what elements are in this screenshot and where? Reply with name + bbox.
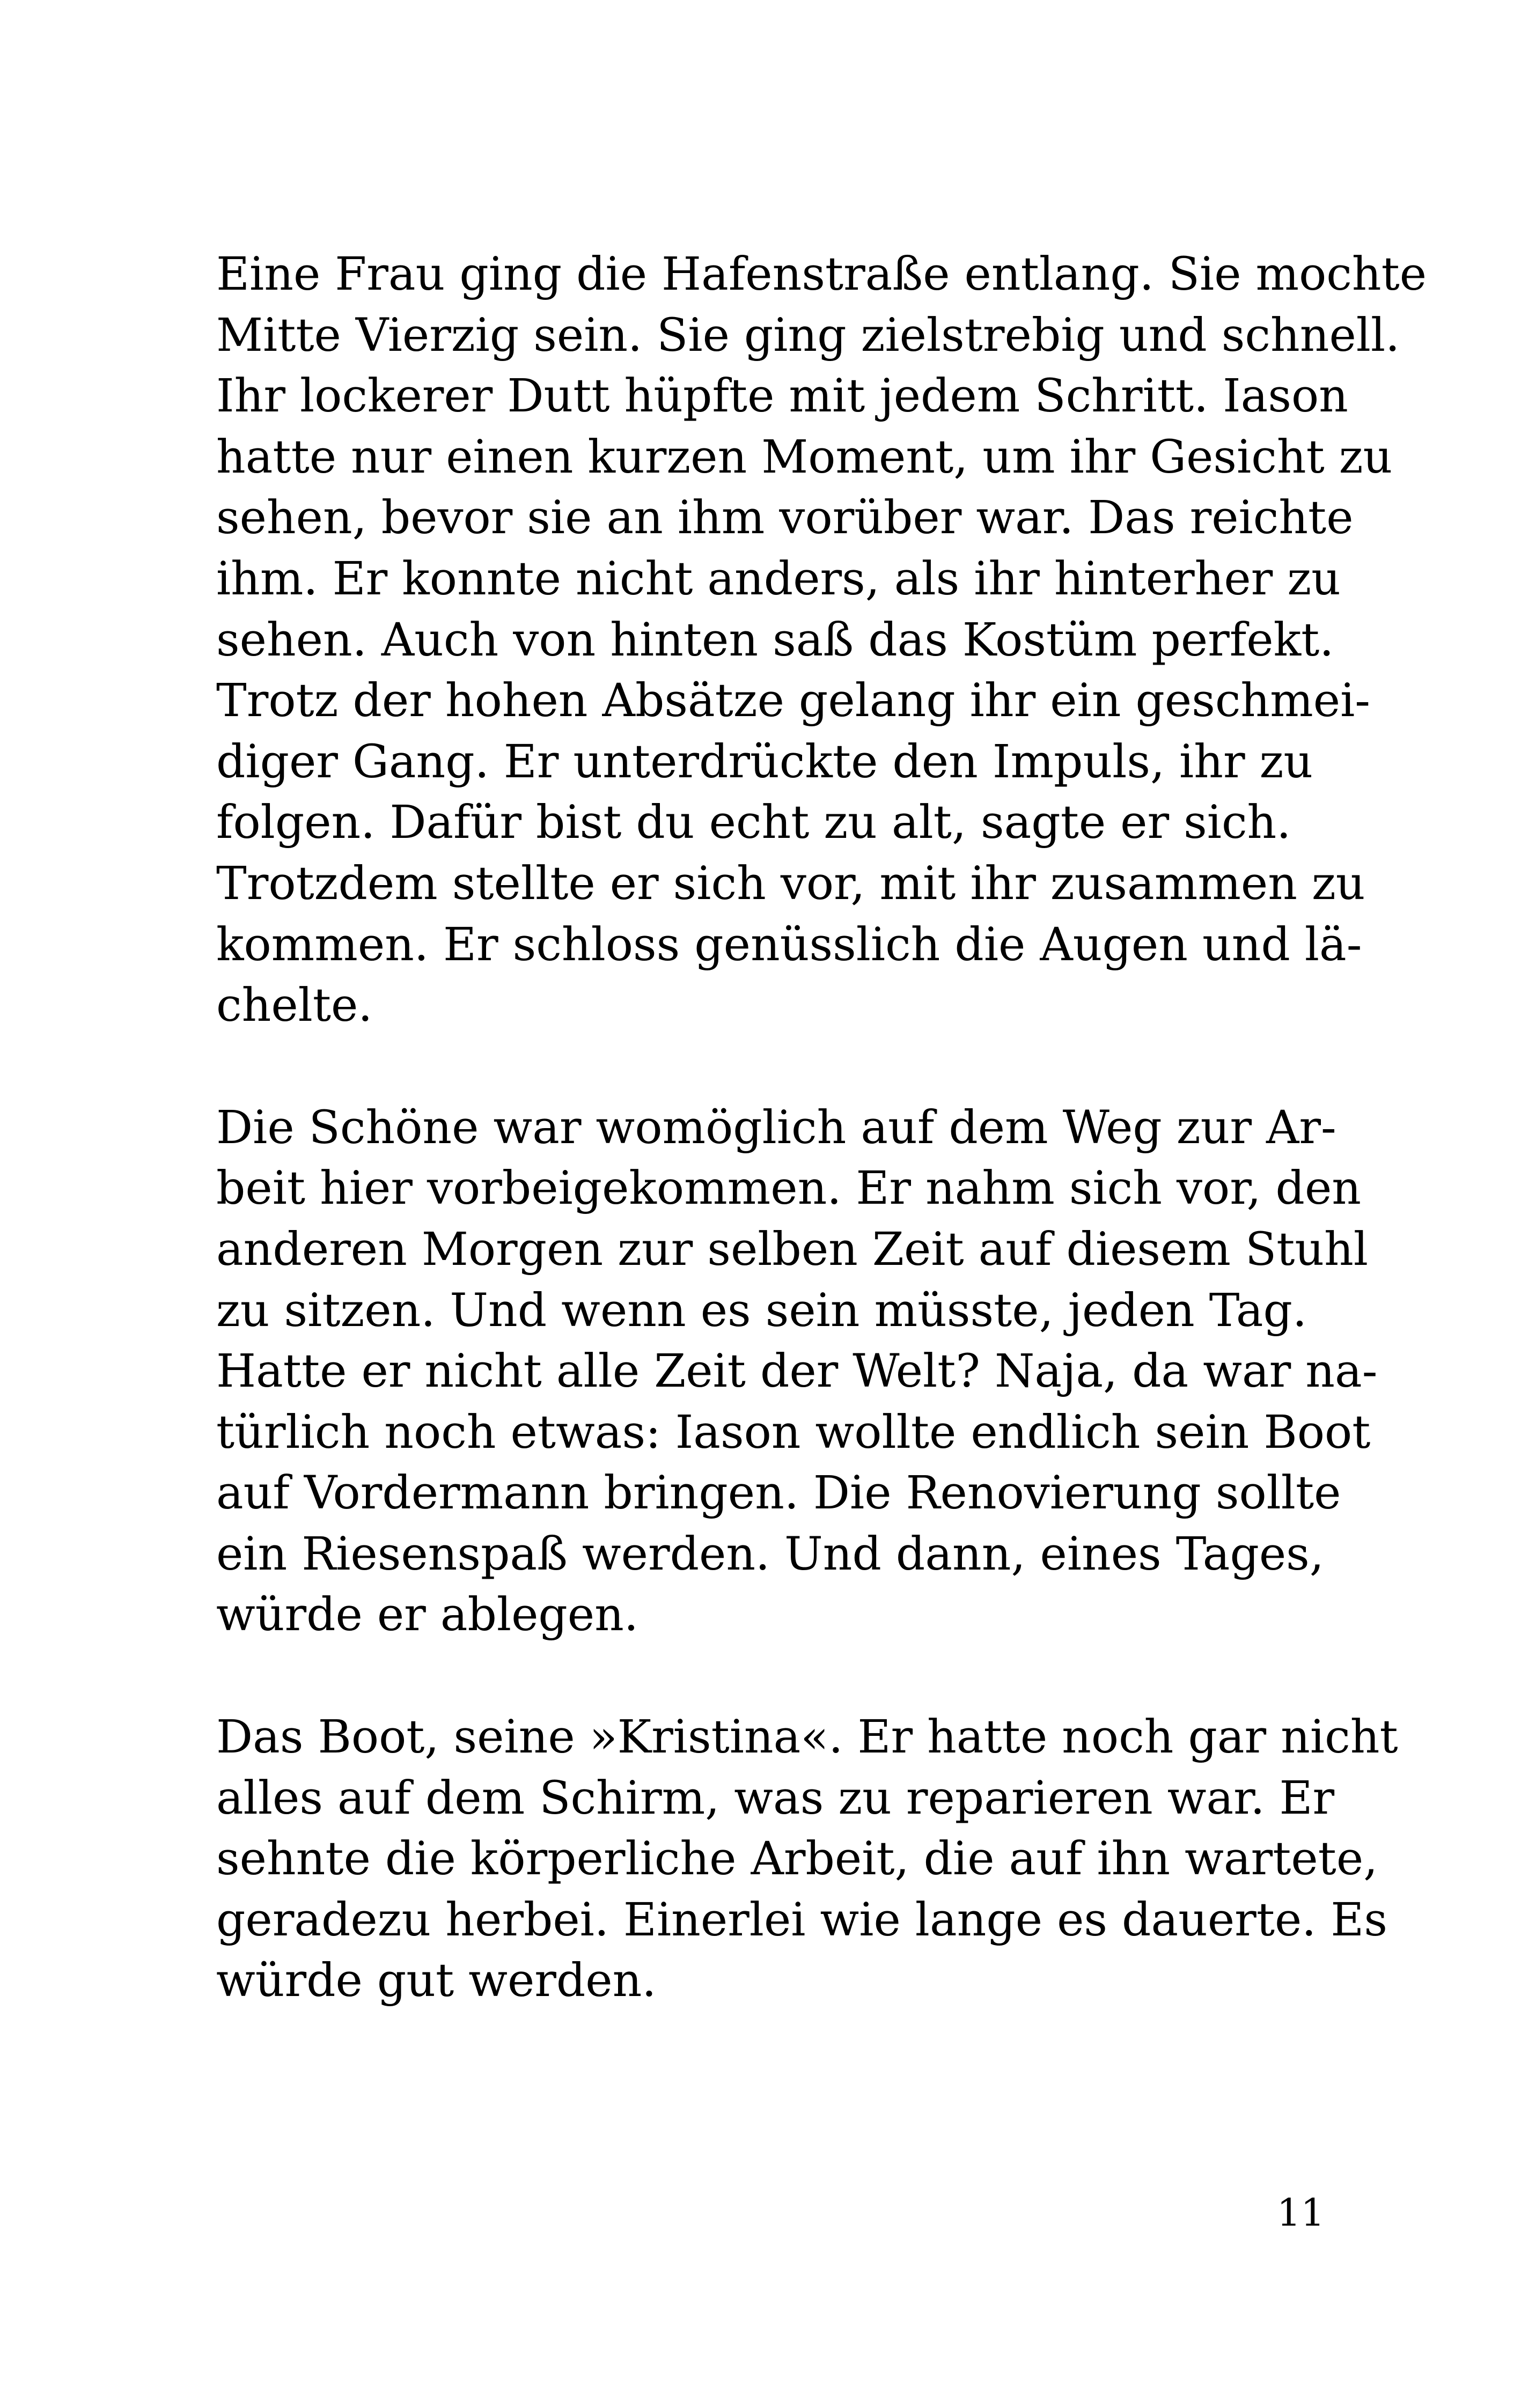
text-line: sehen, bevor sie an ihm vorüber war. Das reichte: [216, 491, 1354, 545]
body-text: [216, 244, 1427, 2012]
paragraph-spacer: [216, 1036, 1321, 1098]
paragraph-spacer: [216, 1646, 1321, 1707]
text-line: chelte.: [216, 979, 373, 1033]
paragraph-3: [216, 1707, 1398, 2012]
text-line: beit hier vorbeigekommen. Er nahm sich vor, den: [216, 1162, 1362, 1216]
text-line: Ihr lockerer Dutt hüpfte mit jedem Schritt. Iason: [216, 370, 1348, 423]
text-line: ein Riesenspaß werden. Und dann, eines Tages,: [216, 1527, 1324, 1581]
text-line: alles auf dem Schirm, was zu reparieren war. Er: [216, 1771, 1335, 1825]
text-line: diger Gang. Er unterdrückte den Impuls, ihr zu: [216, 735, 1313, 789]
text-line: Trotzdem stellte er sich vor, mit ihr zusammen zu: [216, 857, 1365, 910]
text-line: hatte nur einen kurzen Moment, um ihr Gesicht zu: [216, 430, 1393, 484]
text-line: Eine Frau ging die Hafenstraße entlang. Sie mochte: [216, 248, 1427, 301]
paragraph-2: [216, 1098, 1378, 1646]
text-line: würde gut werden.: [216, 1954, 657, 2008]
text-line: Hatte er nicht alle Zeit der Welt? Naja, da war na-: [216, 1345, 1378, 1398]
paragraph-1: [216, 244, 1427, 1036]
text-line: ihm. Er konnte nicht anders, als ihr hinterher zu: [216, 552, 1341, 606]
text-line: kommen. Er schloss genüsslich die Augen und lä-: [216, 918, 1362, 971]
text-line: Mitte Vierzig sein. Sie ging zielstrebig und schnell.: [216, 308, 1400, 362]
page-number: 11: [1277, 2191, 1325, 2235]
text-line: anderen Morgen zur selben Zeit auf diesem Stuhl: [216, 1223, 1369, 1276]
text-line: folgen. Dafür bist du echt zu alt, sagte er sich.: [216, 796, 1291, 850]
text-line: sehnte die körperliche Arbeit, die auf ihn wartete,: [216, 1832, 1378, 1886]
text-line: türlich noch etwas: Iason wollte endlich sein Boot: [216, 1405, 1371, 1459]
text-line: zu sitzen. Und wenn es sein müsste, jeden Tag.: [216, 1284, 1307, 1337]
text-line: Das Boot, seine »Kristina«. Er hatte noch gar nicht: [216, 1711, 1398, 1764]
text-line: geradezu herbei. Einerlei wie lange es dauerte. Es: [216, 1893, 1387, 1947]
text-line: würde er ablegen.: [216, 1588, 638, 1642]
text-line: Trotz der hohen Absätze gelang ihr ein geschmei-: [216, 674, 1370, 728]
text-line: auf Vordermann bringen. Die Renovierung sollte: [216, 1467, 1341, 1520]
text-line: Die Schöne war womöglich auf dem Weg zur Ar-: [216, 1101, 1336, 1154]
text-line: sehen. Auch von hinten saß das Kostüm perfekt.: [216, 613, 1334, 667]
